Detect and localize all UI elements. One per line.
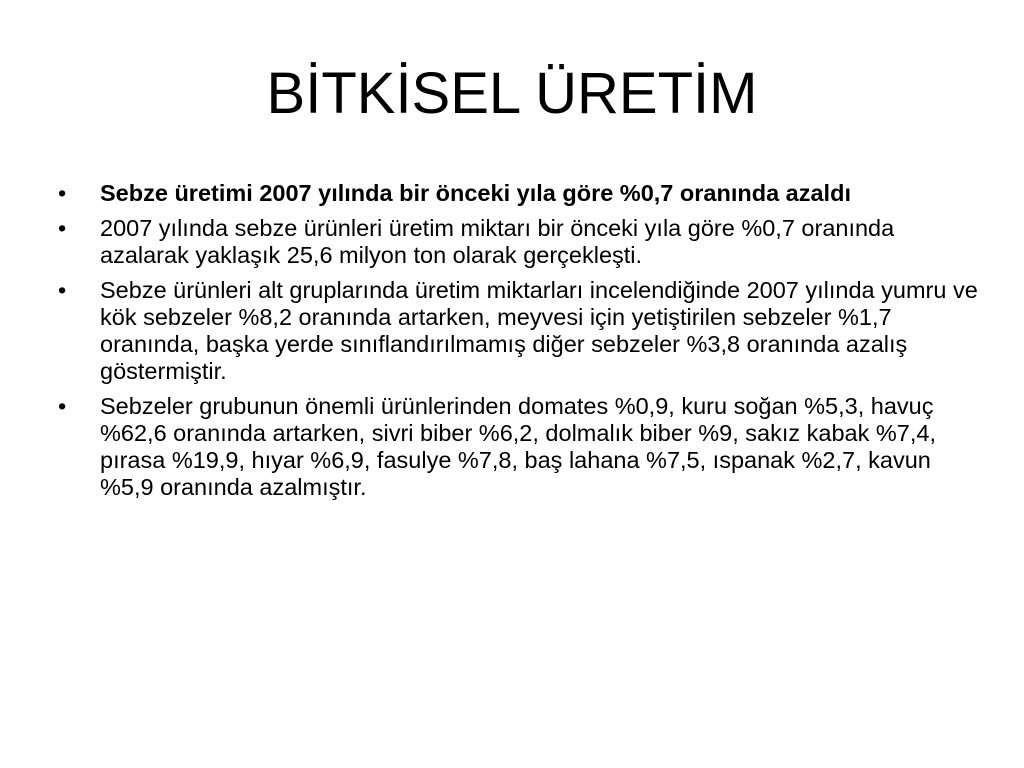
bullet-text-3: Sebze ürünleri alt gruplarında üretim miktarları incelendiğinde 2007 yılında yumru ve kök sebzeler %8,2 oranında artarken, meyvesi için yetiştirilen sebzeler %1,7 oranında, başka yerde sınıflandırılmamış diğer sebzeler %3,8 oranında azalış göstermiştir.: [100, 277, 978, 384]
bullet-item-4: [58, 393, 978, 501]
bullet-dot-icon: •: [58, 393, 67, 419]
bullet-text-1: Sebze üretimi 2007 yılında bir önceki yıla göre %0,7 oranında azaldı: [100, 180, 851, 206]
bullet-dot-icon: •: [58, 215, 67, 241]
slide-title: BİTKİSEL ÜRETİM: [266, 61, 758, 126]
bullet-dot-icon: •: [58, 277, 67, 303]
bullet-list: [58, 180, 978, 509]
bullet-text-4: Sebzeler grubunun önemli ürünlerinden domates %0,9, kuru soğan %5,3, havuç %62,6 oranında artarken, sivri biber %6,2, dolmalık biber %9, sakız kabak %7,4, pırasa %19,9, hıyar %6,9, fasulye %7,8, baş lahana %7,5, ıspanak %2,7, kavun %5,9 oranında azalmıştır.: [100, 393, 936, 500]
bullet-item-2: [58, 215, 978, 269]
bullet-dot-icon: •: [58, 180, 67, 206]
bullet-item-3: [58, 277, 978, 385]
bullet-text-2: 2007 yılında sebze ürünleri üretim miktarı bir önceki yıla göre %0,7 oranında azalarak yaklaşık 25,6 milyon ton olarak gerçekleşti.: [100, 215, 895, 268]
bullet-item-1: [58, 180, 978, 207]
